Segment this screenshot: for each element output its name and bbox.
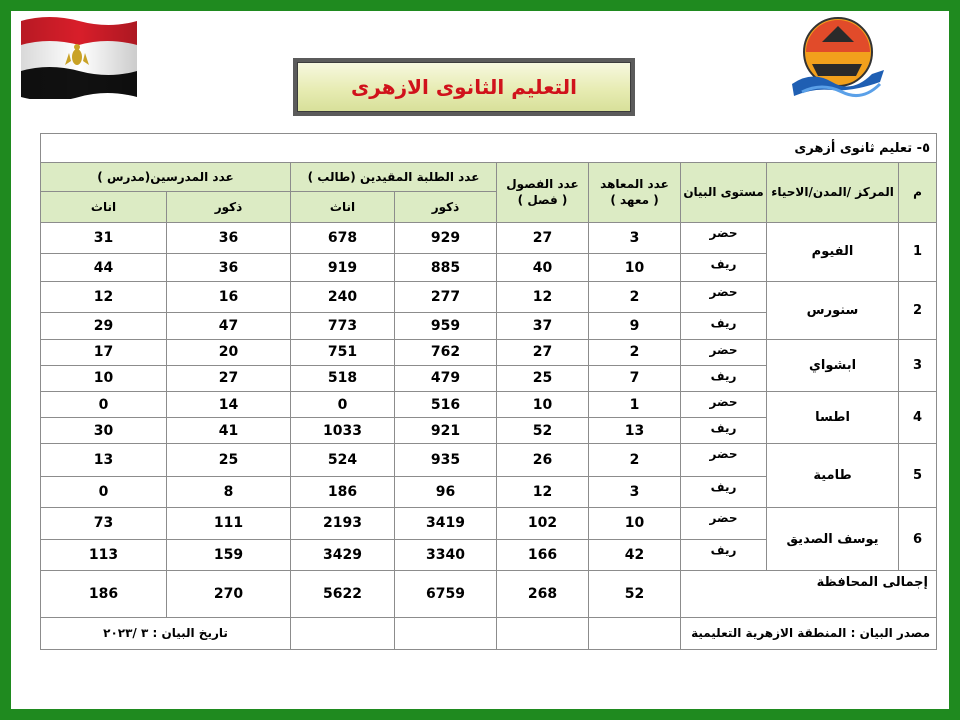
district-name: يوسف الصديق — [767, 507, 899, 570]
institutes-cell: 2 — [589, 339, 681, 365]
teachers-female-cell: 10 — [41, 365, 167, 391]
header-teachers-male: ذكور — [167, 192, 291, 222]
table-row — [41, 222, 937, 253]
level-cell: ريف — [681, 418, 767, 444]
total-students-male: 6759 — [395, 571, 497, 617]
teachers-male-cell: 14 — [167, 391, 291, 417]
district-name: طامية — [767, 444, 899, 507]
students-female-cell: 186 — [291, 476, 395, 507]
level-cell: ريف — [681, 313, 767, 339]
level-cell: ريف — [681, 476, 767, 507]
level-cell: ريف — [681, 540, 767, 571]
classes-cell: 52 — [497, 418, 589, 444]
classes-cell: 12 — [497, 282, 589, 313]
level-cell: ريف — [681, 365, 767, 391]
total-label: إجمالى المحافظة — [681, 571, 937, 617]
header-students-male: ذكور — [395, 192, 497, 222]
district-name: الفيوم — [767, 222, 899, 281]
total-teachers-male: 270 — [167, 571, 291, 617]
teachers-female-cell: 30 — [41, 418, 167, 444]
classes-cell: 166 — [497, 540, 589, 571]
header-num: م — [899, 163, 937, 222]
students-female-cell: 0 — [291, 391, 395, 417]
students-female-cell: 518 — [291, 365, 395, 391]
teachers-male-cell: 25 — [167, 444, 291, 476]
teachers-female-cell: 17 — [41, 339, 167, 365]
students-female-cell: 1033 — [291, 418, 395, 444]
table-row — [41, 444, 937, 476]
students-male-cell: 885 — [395, 253, 497, 281]
district-name: ابشواي — [767, 339, 899, 391]
students-male-cell: 96 — [395, 476, 497, 507]
teachers-male-cell: 8 — [167, 476, 291, 507]
institutes-cell: 1 — [589, 391, 681, 417]
students-female-cell: 773 — [291, 313, 395, 339]
institutes-cell: 9 — [589, 313, 681, 339]
classes-cell: 102 — [497, 507, 589, 539]
header-level: مستوى البيان — [681, 163, 767, 222]
students-female-cell: 240 — [291, 282, 395, 313]
header-students-female: اناث — [291, 192, 395, 222]
classes-cell: 10 — [497, 391, 589, 417]
students-male-cell: 921 — [395, 418, 497, 444]
level-cell: حضر — [681, 444, 767, 476]
teachers-female-cell: 12 — [41, 282, 167, 313]
district-number: 5 — [899, 444, 937, 507]
teachers-male-cell: 16 — [167, 282, 291, 313]
students-female-cell: 678 — [291, 222, 395, 253]
teachers-female-cell: 13 — [41, 444, 167, 476]
institutes-cell: 7 — [589, 365, 681, 391]
header-classes-label: عدد الفصول — [506, 177, 579, 192]
level-cell: حضر — [681, 507, 767, 539]
students-female-cell: 3429 — [291, 540, 395, 571]
header-row-1 — [41, 163, 937, 192]
district-name: سنورس — [767, 282, 899, 339]
students-female-cell: 2193 — [291, 507, 395, 539]
institutes-cell: 3 — [589, 222, 681, 253]
header-center: المركز /المدن/الاحياء — [767, 163, 899, 222]
total-teachers-female: 186 — [41, 571, 167, 617]
total-students-female: 5622 — [291, 571, 395, 617]
footer-empty-cell — [291, 617, 395, 649]
level-cell: حضر — [681, 222, 767, 253]
title-box — [293, 58, 635, 116]
students-female-cell: 751 — [291, 339, 395, 365]
classes-cell: 27 — [497, 222, 589, 253]
table-row — [41, 391, 937, 417]
level-cell: حضر — [681, 339, 767, 365]
table-row — [41, 507, 937, 539]
header-teachers-female: اناث — [41, 192, 167, 222]
institutes-cell: 2 — [589, 444, 681, 476]
students-male-cell: 959 — [395, 313, 497, 339]
institutes-cell: 42 — [589, 540, 681, 571]
table-row — [41, 282, 937, 313]
district-number: 6 — [899, 507, 937, 570]
classes-cell: 40 — [497, 253, 589, 281]
caption-row — [41, 134, 937, 163]
classes-cell: 27 — [497, 339, 589, 365]
institutes-cell: 2 — [589, 282, 681, 313]
institutes-cell: 10 — [589, 253, 681, 281]
teachers-female-cell: 0 — [41, 391, 167, 417]
total-row — [41, 571, 937, 617]
teachers-male-cell: 27 — [167, 365, 291, 391]
students-male-cell: 479 — [395, 365, 497, 391]
level-cell: حضر — [681, 391, 767, 417]
classes-cell: 25 — [497, 365, 589, 391]
header-institutes-unit: ( معهد ) — [610, 193, 659, 208]
teachers-female-cell: 0 — [41, 476, 167, 507]
students-female-cell: 919 — [291, 253, 395, 281]
data-table — [40, 133, 937, 650]
students-female-cell: 524 — [291, 444, 395, 476]
footer-row — [41, 617, 937, 649]
teachers-male-cell: 47 — [167, 313, 291, 339]
students-male-cell: 277 — [395, 282, 497, 313]
header-students: عدد الطلبة المقيدين (طالب ) — [291, 163, 497, 192]
header-classes-unit: ( فصل ) — [517, 193, 568, 208]
district-number: 1 — [899, 222, 937, 281]
header-institutes-label: عدد المعاهد — [600, 177, 669, 192]
header-classes — [497, 163, 589, 222]
teachers-female-cell: 29 — [41, 313, 167, 339]
fayoum-logo-icon — [792, 12, 884, 100]
classes-cell: 12 — [497, 476, 589, 507]
students-male-cell: 3419 — [395, 507, 497, 539]
students-male-cell: 929 — [395, 222, 497, 253]
teachers-male-cell: 36 — [167, 253, 291, 281]
egypt-flag-icon — [19, 13, 137, 99]
page-title: التعليم الثانوى الازهرى — [350, 75, 578, 99]
table-caption: ٥- تعليم ثانوى أزهرى — [41, 134, 937, 163]
level-cell: حضر — [681, 282, 767, 313]
header-teachers: عدد المدرسين(مدرس ) — [41, 163, 291, 192]
students-male-cell: 935 — [395, 444, 497, 476]
data-date: تاريخ البيان : ٣ /٢٠٢٣ — [41, 617, 291, 649]
institutes-cell: 10 — [589, 507, 681, 539]
teachers-male-cell: 20 — [167, 339, 291, 365]
teachers-male-cell: 36 — [167, 222, 291, 253]
title-inner — [297, 62, 631, 112]
table-row — [41, 339, 937, 365]
total-institutes: 52 — [589, 571, 681, 617]
institutes-cell: 3 — [589, 476, 681, 507]
district-number: 2 — [899, 282, 937, 339]
students-male-cell: 3340 — [395, 540, 497, 571]
footer-empty-cell — [589, 617, 681, 649]
district-number: 3 — [899, 339, 937, 391]
teachers-male-cell: 159 — [167, 540, 291, 571]
teachers-male-cell: 41 — [167, 418, 291, 444]
classes-cell: 37 — [497, 313, 589, 339]
footer-empty-cell — [497, 617, 589, 649]
level-cell: ريف — [681, 253, 767, 281]
teachers-male-cell: 111 — [167, 507, 291, 539]
district-number: 4 — [899, 391, 937, 443]
header-institutes — [589, 163, 681, 222]
teachers-female-cell: 31 — [41, 222, 167, 253]
teachers-female-cell: 113 — [41, 540, 167, 571]
students-male-cell: 516 — [395, 391, 497, 417]
footer-empty-cell — [395, 617, 497, 649]
source-note: مصدر البيان : المنطقة الازهرية التعليمية — [681, 617, 937, 649]
district-name: اطسا — [767, 391, 899, 443]
teachers-female-cell: 73 — [41, 507, 167, 539]
total-classes: 268 — [497, 571, 589, 617]
students-male-cell: 762 — [395, 339, 497, 365]
institutes-cell: 13 — [589, 418, 681, 444]
classes-cell: 26 — [497, 444, 589, 476]
teachers-female-cell: 44 — [41, 253, 167, 281]
